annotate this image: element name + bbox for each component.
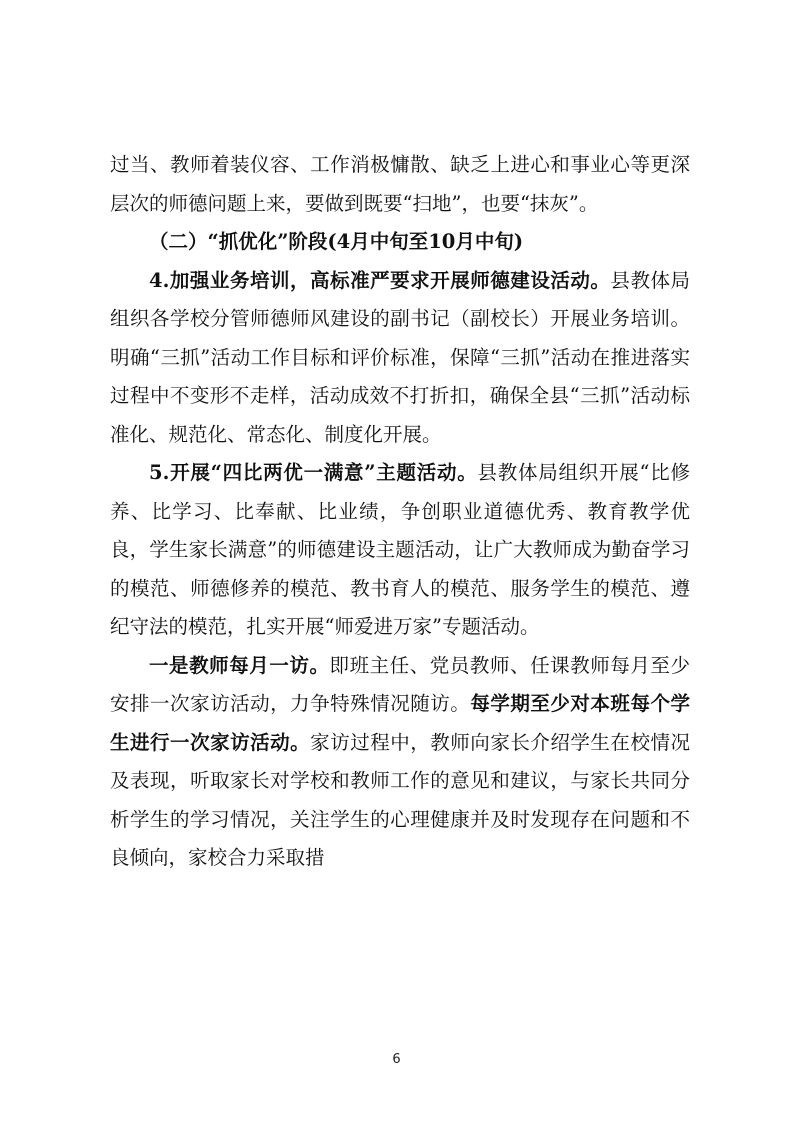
item-title: 4.加强业务培训，高标准严要求开展师德建设活动。 [149, 268, 611, 292]
text-segment: 即班主任、党员教师、任课教师每月至少安排一次家访活动，力争特殊情况随访。 [110, 653, 690, 715]
document-body [110, 146, 690, 878]
text-segment: 过当、教师着装仪容、工作消极慵散、缺乏上进心和事业心等更深层次的师德问题上来，要做到既要“扫地”，也要“抹灰”。 [110, 153, 690, 215]
text-segment: 家访过程中，教师向家长介绍学生在校情况及表现，听取家长对学校和教师工作的意见和建议，与家长共同分析学生的学习情况，关注学生的心理健康并及时发现存在问题和不良倾向，家校合力采取措 [110, 730, 690, 869]
item-title: 5.开展“四比两优一满意”主题活动。 [149, 461, 478, 484]
bold-emphasis: 每学期至少对本班每个学生进行一次家访活动。 [110, 692, 690, 754]
paragraph-item-5 [110, 454, 690, 647]
paragraph-continuation [110, 146, 690, 223]
text-segment: 县教体局组织各学校分管师德师风建设的副书记（副校长）开展业务培训。明确“三抓”活动工作目标和评价标准，保障“三抓”活动在推进落实过程中不变形不走样，活动成效不打折扣，确保全县“三抓”活动标准化、规范化、常态化、制度化开展。 [110, 268, 690, 446]
paragraph-monthly-visit [110, 647, 690, 878]
heading-text: （二）“抓优化”阶段(4月中旬至10月中旬) [149, 230, 524, 253]
section-heading [110, 223, 690, 262]
paragraph-item-4 [110, 262, 690, 455]
page-number: 6 [392, 1052, 401, 1067]
text-segment: 县教体局组织开展“比修养、比学习、比奉献、比业绩，争创职业道德优秀、教育教学优良，学生家长满意”的师德建设主题活动，让广大教师成为勤奋学习的模范、师德修养的模范、教书育人的模范、服务学生的模范、遵纪守法的模范，扎实开展“师爱进万家”专题活动。 [110, 461, 690, 638]
item-title: 一是教师每月一访。 [149, 653, 330, 677]
